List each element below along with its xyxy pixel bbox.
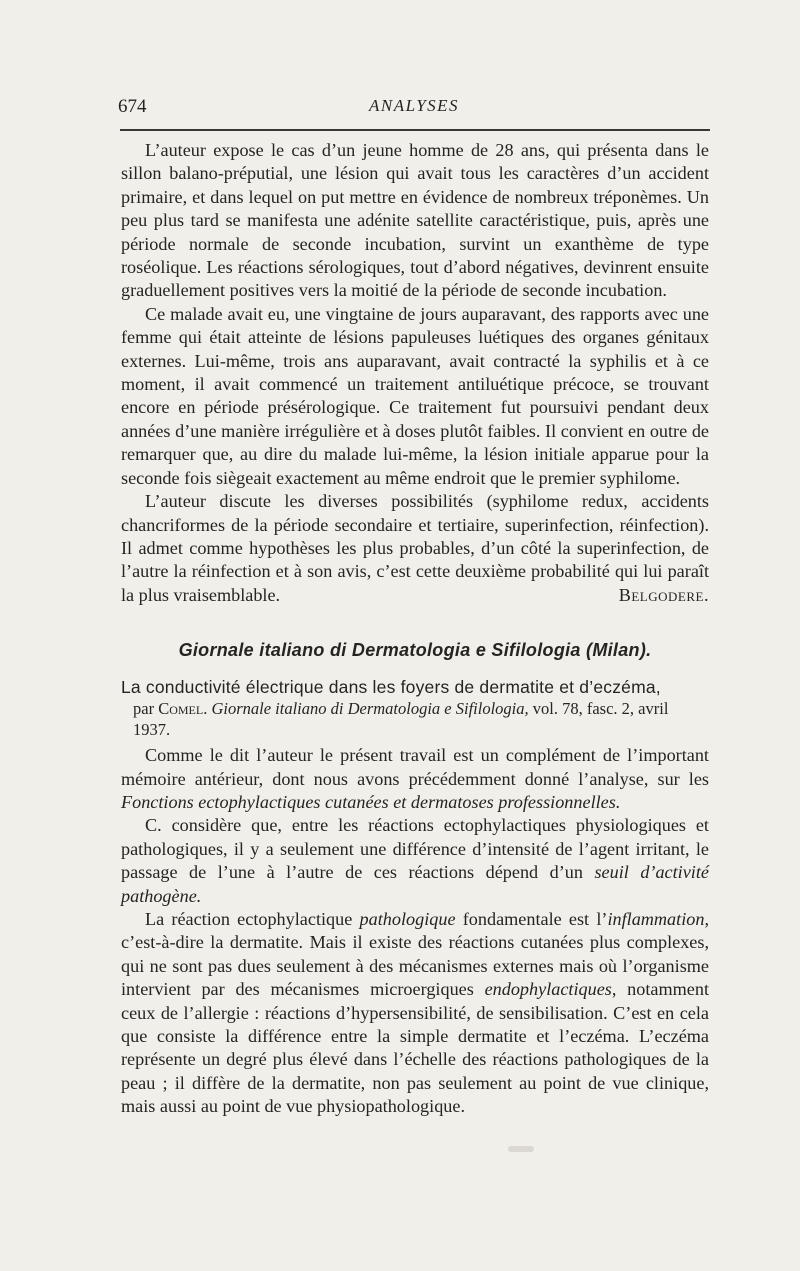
paragraph: Ce malade avait eu, une vingtaine de jours auparavant, des rapports avec une femme qui était atteinte de lésions papuleuses luétiques des organes génitaux externes. Lui-même, trois ans auparavant, avait contracté la syphilis et à ce moment, il avait commencé un traitement antiluétique précoce, se trouvant encore en période présérologique. Ce traitement fut poursuivi pendant deux années d’une manière irrégulière et à doses plutôt faibles. Il convient en outre de remarquer que, au dire du malade lui-même, la lésion initiale apparue pour la seconde fois siègeait exactement au même endroit que le premier syphilome. — [121, 303, 709, 488]
header-rule — [120, 129, 710, 131]
page-header — [118, 96, 710, 126]
journal-name: Giornale italiano di Dermatologia e Sifilologia, — [211, 699, 529, 719]
page-number: 674 — [118, 96, 147, 117]
paragraph-text: L’auteur discute les diverses possibilités (syphilome redux, accidents chancriformes de la période secondaire et tertiaire, superinfection, réinfection). Il admet comme hypothèses les plus probables, d’un côté la superinfection, de l’autre la réinfection et à son avis, c’est cette deuxième probabilité qui lui paraît la plus vraisemblable. — [121, 491, 709, 605]
paragraph: La réaction ectophylactique pathologique fondamentale est l’inflammation, c’est-à-dire la dermatite. Mais il existe des réactions cutanées plus complexes, qui ne sont pas dues seulement à des mécanismes externes mais où l’organisme intervient par des mécanismes microergiques endophylactiques, notamment ceux de l’allergie : réactions d’hypersensibilité, de sensibilisation. C’est en cela que consiste la différence entre la simple dermatite et l’eczéma. L’eczéma représente un degré plus élevé dans l’échelle des réactions pathologiques de la peau ; il diffère de la dermatite, non pas seulement au point de vue clinique, mais aussi au point de vue physiopathologique. — [121, 908, 709, 1117]
article-byline — [121, 698, 709, 740]
article-title: La conductivité électrique dans les foyers de dermatite et d’eczéma, — [121, 677, 661, 698]
review-conductivite — [121, 676, 709, 1119]
page-body — [121, 139, 709, 1119]
reviewer-signature: Belgodere. — [618, 584, 709, 605]
review-reinfection — [121, 139, 709, 607]
italic-phrase: endophylactiques — [484, 979, 612, 1000]
citation: vol. 78, fasc. 2, avril 1937. — [133, 699, 669, 740]
italic-phrase: Fonctions ectophylactiques cutanées et dermatoses professionnelles. — [121, 791, 621, 812]
author-name: Comel. — [158, 699, 208, 719]
journal-heading: Giornale italiano di Dermatologia e Sifilologia (Milan). — [178, 640, 652, 661]
paragraph: L’auteur expose le cas d’un jeune homme de 28 ans, qui présenta dans le sillon balano-préputial, une lésion qui avait tous les caractères d’un accident primaire, et dans lequel on put mettre en évidence de nombreux tréponèmes. Un peu plus tard se manifesta une adénite satellite caractéristique, puis, après une période normale de seconde incubation, survint un exanthème de type roséolique. Les réactions sérologiques, tout d’abord négatives, devinrent ensuite graduellement positives vers la moitié de la période de seconde incubation. — [121, 140, 709, 301]
paragraph: Comme le dit l’auteur le présent travail est un complément de l’important mémoire antérieur, dont nous avons précédemment donné l’analyse, sur les Fonctions ectophylactiques cutanées et dermatoses professionnelles. — [121, 745, 709, 812]
paragraph: C. considère que, entre les réactions ectophylactiques physiologiques et pathologiques, il y a seulement une différence d’intensité de l’agent irritant, le passage de l’une à l’autre de ces réactions dépend d’un seuil d’activité pathogène. — [121, 815, 709, 906]
byline-prefix: par — [133, 699, 155, 719]
italic-phrase: pathologique — [359, 908, 456, 929]
italic-phrase: inflammation — [607, 908, 705, 929]
italic-phrase: seuil d’activité pathogène. — [121, 862, 709, 906]
paragraph — [121, 490, 709, 607]
running-title: ANALYSES — [368, 96, 460, 115]
ink-smudge — [508, 1146, 534, 1152]
